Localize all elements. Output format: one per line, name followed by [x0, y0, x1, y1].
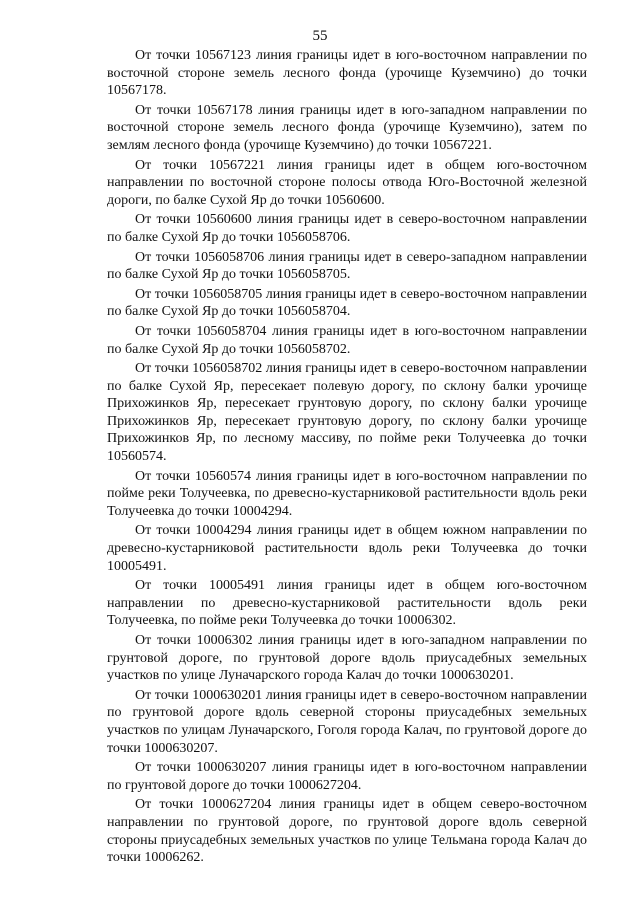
document-body — [107, 47, 587, 869]
page-number: 55 — [312, 28, 328, 44]
paragraph: От точки 1056058705 линия границы идет в северо-восточном направлении по балке Сухой Яр до точки 1056058704. — [107, 286, 587, 320]
paragraph: От точки 10560600 линия границы идет в северо-восточном направлении по балке Сухой Яр до точки 1056058706. — [107, 212, 587, 245]
paragraph: От точки 1056058702 линия границы идет в северо-восточном направлении по балке Сухой Яр, пересекает полевую дорогу, по склону балки урочище Прихожинков Яр, пересекает грунтовую дорогу, по склону балки урочище Прихожинков Яр, пересекает грунтовую дорогу, по склону балки урочище Прихожинков Яр, по лесному массиву, по пойме реки Толучеевка до точки 10560574. — [107, 361, 587, 465]
paragraph: От точки 1000627204 линия границы идет в общем северо-восточном направлении по грунтовой дороге, по грунтовой дороге вдоль северной стороны приусадебных земельных участков по улице Тельмана города Калач до точки 10006262. — [107, 797, 587, 866]
paragraph: От точки 10567221 линия границы идет в общем юго-восточном направлении по восточной стороне полосы отвода Юго-Восточной железной дороги, по балке Сухой Яр до точки 10560600. — [107, 157, 587, 208]
paragraph: От точки 10004294 линия границы идет в общем южном направлении по древесно-кустарниковой растительности вдоль реки Толучеевка до точки 10005491. — [107, 523, 587, 574]
paragraph: От точки 10567123 линия границы идет в юго-восточном направлении по восточной стороне земель лесного фонда (урочище Куземчино) до точки 10567178. — [107, 48, 587, 99]
paragraph: От точки 10560574 линия границы идет в юго-восточном направлении по пойме реки Толучеевка, по древесно-кустарниковой растительности вдоль реки Толучеевка до точки 10004294. — [107, 468, 587, 519]
paragraph: От точки 1000630207 линия границы идет в юго-восточном направлении по грунтовой дороге до точки 1000627204. — [107, 760, 587, 793]
paragraph: От точки 1056058706 линия границы идет в северо-западном направлении по балке Сухой Яр до точки 1056058705. — [107, 249, 587, 283]
paragraph: От точки 10567178 линия границы идет в юго-западном направлении по восточной стороне земель лесного фонда (урочище Куземчино), затем по землям лесного фонда (урочище Куземчино) до точки 10567221. — [107, 102, 587, 153]
paragraph: От точки 10005491 линия границы идет в общем юго-восточном направлении по древесно-кустарниковой растительности вдоль реки Толучеевка, по пойме реки Толучеевка до точки 10006302. — [107, 578, 587, 629]
paragraph: От точки 1000630201 линия границы идет в северо-восточном направлении по грунтовой дороге вдоль северной стороны приусадебных земельных участков по улицам Луначарского, Гоголя города Калач, по грунтовой дороге до точки 1000630207. — [107, 687, 587, 756]
paragraph: От точки 10006302 линия границы идет в юго-западном направлении по грунтовой дороге, по грунтовой дороге вдоль приусадебных земельных участков по улице Луначарского города Калач до точки 1000630201. — [107, 633, 587, 684]
paragraph: От точки 1056058704 линия границы идет в юго-восточном направлении по балке Сухой Яр до точки 1056058702. — [107, 323, 587, 357]
